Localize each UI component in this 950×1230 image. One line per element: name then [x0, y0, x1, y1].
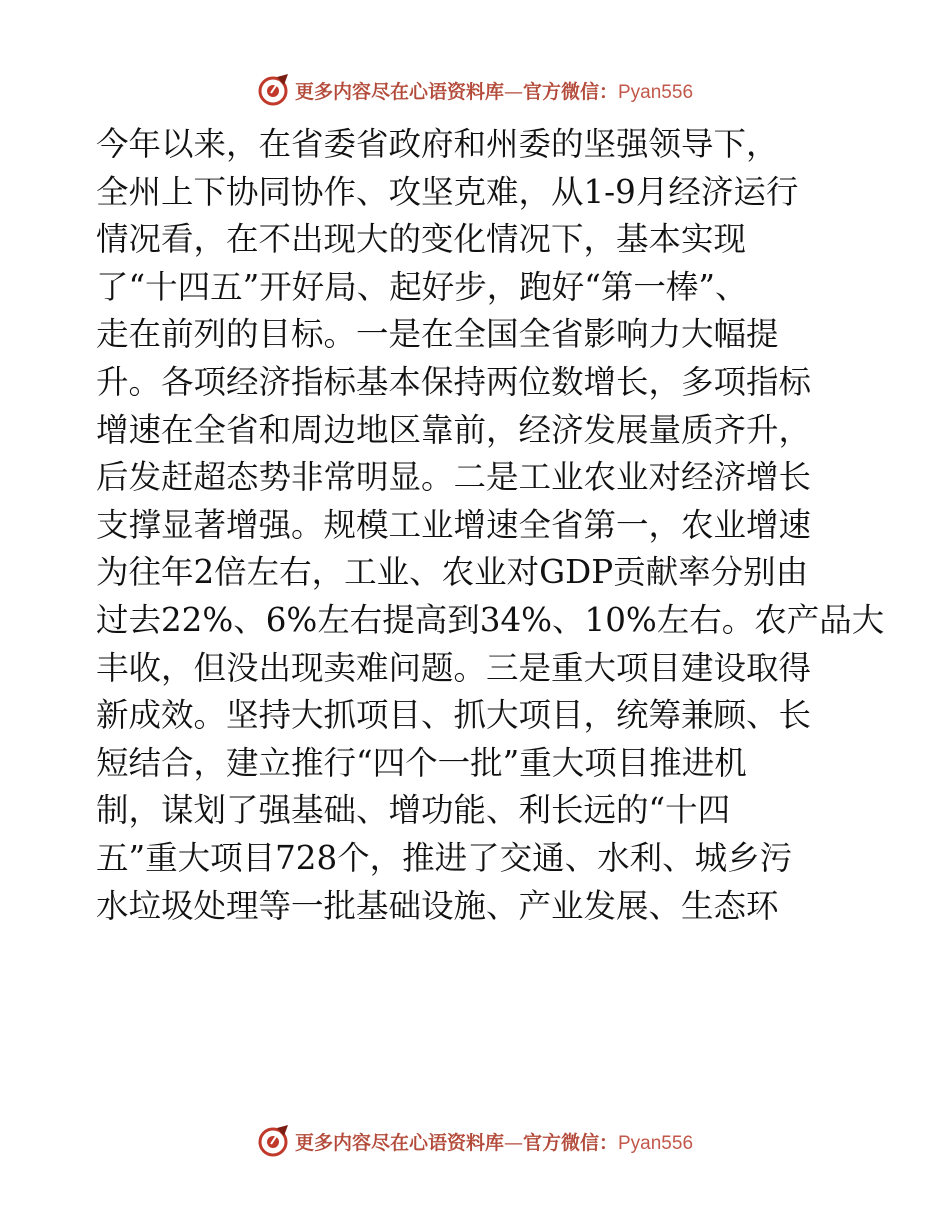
- footer-banner-text: [295, 1128, 693, 1155]
- header-banner-separator: —: [503, 80, 523, 103]
- paragraph-line: 增速在全省和周边地区靠前，经济发展量质齐升，: [96, 410, 812, 449]
- paragraph-line: 全州上下协同协作、攻坚克难，从1-9月经济运行: [96, 172, 799, 211]
- pen-seal-icon: [257, 73, 291, 107]
- paragraph-line: 新成效。坚持大抓项目、抓大项目，统筹兼顾、长: [96, 696, 812, 735]
- header-banner-account: Pyan556: [618, 81, 694, 103]
- footer-banner-separator: —: [503, 1131, 523, 1154]
- paragraph-line: 制，谋划了强基础、增功能、利长远的“十四: [96, 791, 731, 830]
- header-banner-text: [295, 77, 693, 104]
- header-banner-suffix: 官方微信：: [522, 80, 618, 103]
- paragraph-line: 情况看，在不出现大的变化情况下，基本实现: [96, 220, 747, 259]
- paragraph-line: 今年以来，在省委省政府和州委的坚强领导下，: [96, 125, 779, 163]
- footer-banner-account: Pyan556: [618, 1132, 694, 1154]
- paragraph-line: 走在前列的目标。一是在全国全省影响力大幅提: [96, 315, 779, 354]
- paragraph-line: 升。各项经济指标基本保持两位数增长，多项指标: [96, 362, 812, 401]
- footer-banner-title: 更多内容尽在心语资料库: [294, 1131, 504, 1154]
- paragraph-line: 五”重大项目728个，推进了交通、水利、城乡污: [96, 838, 793, 877]
- paragraph-line: 水垃圾处理等一批基础设施、产业发展、生态环: [96, 886, 779, 925]
- paragraph-line: 为往年2倍左右，工业、农业对GDP贡献率分别由: [96, 553, 809, 592]
- paragraph-line: 后发赶超态势非常明显。二是工业农业对经济增长: [96, 458, 812, 497]
- pen-seal-icon: [257, 1124, 291, 1158]
- header-banner-title: 更多内容尽在心语资料库: [294, 80, 504, 103]
- paragraph-line: 过去22%、6%左右提高到34%、10%左右。农产品大: [96, 600, 885, 639]
- footer-banner: [0, 1121, 950, 1161]
- paragraph-line: 支撑显著增强。规模工业增速全省第一，农业增速: [96, 505, 812, 544]
- footer-banner-suffix: 官方微信：: [522, 1131, 618, 1154]
- header-banner: [0, 70, 950, 110]
- paragraph-line: 丰收，但没出现卖难问题。三是重大项目建设取得: [96, 648, 812, 687]
- document-body: [96, 121, 885, 930]
- paragraph-line: 了“十四五”开好局、起好步，跑好“第一棒”、: [96, 267, 748, 306]
- paragraph-line: 短结合，建立推行“四个一批”重大项目推进机: [96, 743, 747, 782]
